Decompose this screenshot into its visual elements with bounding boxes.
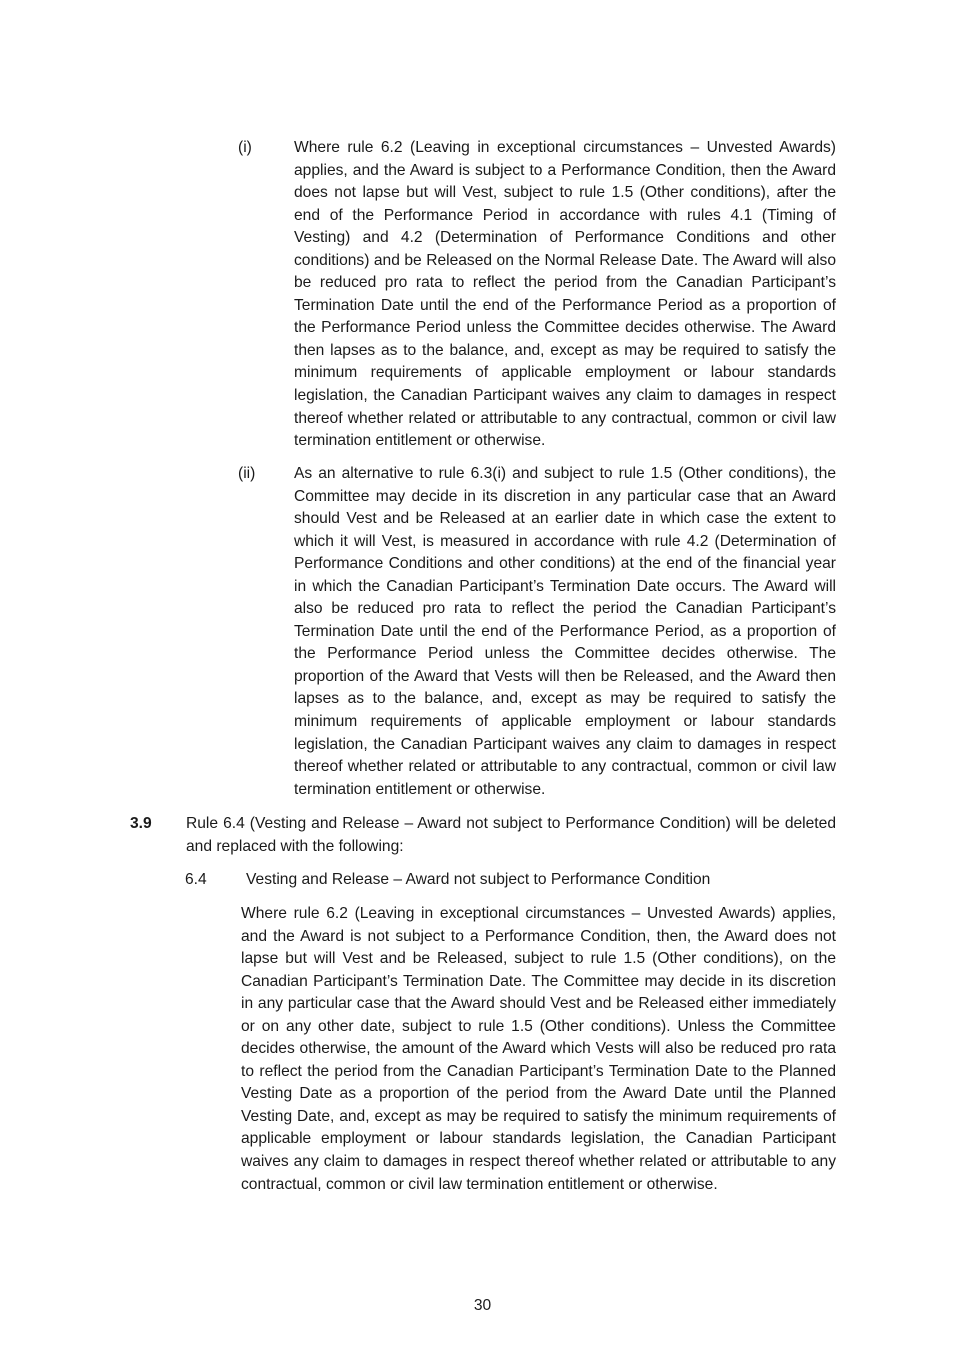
item-i-text: Where rule 6.2 (Leaving in exceptional circumstances – Unvested Awards) applies, and the Award is subject to a Performance Condition, then the Award does not lapse but will Vest, subject to rule 1.5 (Other conditions), after the end of the Performance Period in accordance with rules 4.1 (Timing of Vesting) and 4.2 (Determination of Performance Conditions and other conditions) and be Released on the Normal Release Date. The Award will also be reduced pro rata to reflect the period from the Canadian Participant’s Termination Date until the end of the Performance Period as a proportion of the Performance Period unless the Committee decides otherwise. The Award then lapses as to the balance, and, except as may be required to satisfy the minimum requirements of applicable employment or labour standards legislation, the Canadian Participant waives any claim to damages in respect thereof whether related or attributable to any contractual, common or civil law termination entitlement or otherwise. [294, 139, 836, 450]
item-ii-text: As an alternative to rule 6.3(i) and subject to rule 1.5 (Other conditions), the Committee may decide in its discretion in any particular case that an Award should Vest and be Released at an earlier date in which case the extent to which it will Vest, is measured in accordance with rule 4.2 (Determination of Performance Conditions and other conditions) at the end of the financial year in which the Canadian Participant’s Termination Date occurs. The Award will also be reduced pro rata to reflect the period the Canadian Participant’s Termination Date until the end of the Performance Period, as a proportion of the Performance Period unless the Committee decides otherwise. The proportion of the Award that Vests will then be Released, and the Award then lapses as to the balance, and, except as may be required to satisfy the minimum requirements of applicable employment or labour standards legislation, the Canadian Participant waives any claim to damages in respect thereof whether related or attributable to any contractual, common or civil law termination entitlement or otherwise. [294, 465, 836, 798]
page-number: 30 [473, 1297, 492, 1314]
subclause-number: 6.4 [185, 871, 207, 888]
subclause-heading: Vesting and Release – Award not subject to Performance Condition [246, 871, 711, 888]
item-i-number: (i) [238, 139, 252, 156]
clause-number: 3.9 [130, 815, 152, 832]
clause-text: Rule 6.4 (Vesting and Release – Award not subject to Performance Condition) will be deleted and replaced with the following: [186, 815, 836, 855]
subclause-text: Where rule 6.2 (Leaving in exceptional circumstances – Unvested Awards) applies, and the Award is not subject to a Performance Condition, then, the Award does not lapse but will Vest and be Released, subject to rule 1.5 (Other conditions), on the Canadian Participant’s Termination Date. The Committee may decide in its discretion in any particular case that the Award should Vest and be Released either immediately or on any other date, subject to rule 1.5 (Other conditions). Unless the Committee decides otherwise, the amount of the Award which Vests will also be reduced pro rata to reflect the period from the Canadian Participant’s Termination Date to the Planned Vesting Date as a proportion of the period from the Award Date until the Planned Vesting Date, and, except as may be required to satisfy the minimum requirements of applicable employment or labour standards legislation, the Canadian Participant waives any claim to damages in respect thereof whether related or attributable to any contractual, common or civil law termination entitlement or otherwise. [241, 905, 836, 1193]
item-ii-number: (ii) [238, 465, 256, 482]
